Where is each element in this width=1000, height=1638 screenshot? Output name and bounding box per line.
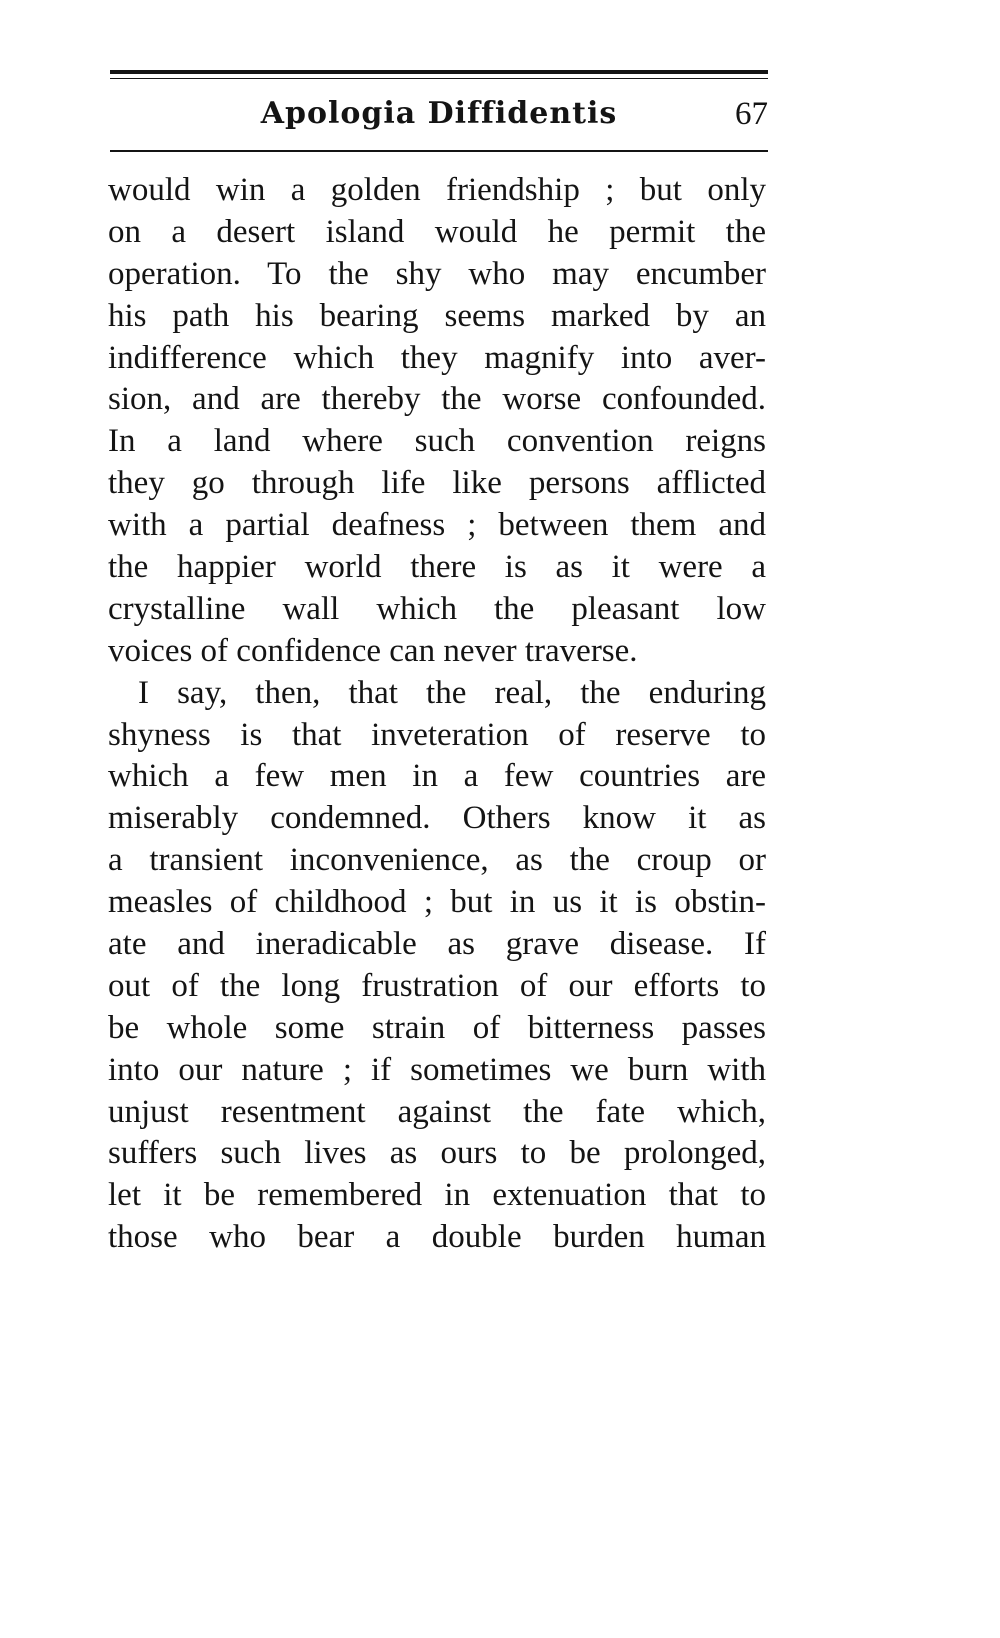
text-line: the happier world there is as it were a (108, 549, 766, 586)
text-line: they go through life like persons afflicted (108, 465, 766, 502)
page-number: 67 (735, 96, 768, 132)
text-line: which a few men in a few countries are (108, 758, 766, 795)
text-line: operation. To the shy who may encumber (108, 255, 766, 292)
text-line: I say, then, that the real, the enduring (138, 674, 766, 711)
running-title: Apologia Diffidentis (260, 96, 618, 131)
text-line: suffers such lives as ours to be prolonged, (108, 1135, 766, 1172)
header-rule-thick (110, 70, 768, 74)
text-line: let it be remembered in extenuation that to (108, 1177, 766, 1214)
text-line: In a land where such convention reigns (108, 423, 766, 460)
text-line: out of the long frustration of our efforts to (108, 967, 766, 1004)
text-line: with a partial deafness ; between them and (108, 507, 766, 544)
body-text (108, 170, 766, 1259)
text-line: on a desert island would he permit the (108, 213, 766, 250)
running-head (110, 92, 768, 142)
text-line: those who bear a double burden human (108, 1219, 766, 1256)
text-line: indifference which they magnify into aver- (108, 339, 766, 376)
text-line: would win a golden friendship ; but only (108, 172, 766, 208)
text-line: into our nature ; if sometimes we burn with (108, 1051, 766, 1088)
text-line: crystalline wall which the pleasant low (108, 590, 766, 627)
text-line: miserably condemned. Others know it as (108, 800, 766, 837)
text-line: sion, and are thereby the worse confounded. (108, 381, 766, 418)
text-line: shyness is that inveteration of reserve to (108, 716, 766, 753)
text-line: voices of confidence can never traverse. (108, 632, 638, 669)
text-line: unjust resentment against the fate which, (108, 1093, 766, 1130)
text-line: be whole some strain of bitterness passes (108, 1009, 766, 1046)
text-line: measles of childhood ; but in us it is obstin- (108, 884, 766, 921)
text-line: a transient inconvenience, as the croup or (108, 842, 766, 879)
text-line: ate and ineradicable as grave disease. If (108, 926, 766, 963)
text-line: his path his bearing seems marked by an (108, 297, 766, 334)
header-rule-thin (110, 78, 768, 79)
header-rule-bottom (110, 150, 768, 152)
